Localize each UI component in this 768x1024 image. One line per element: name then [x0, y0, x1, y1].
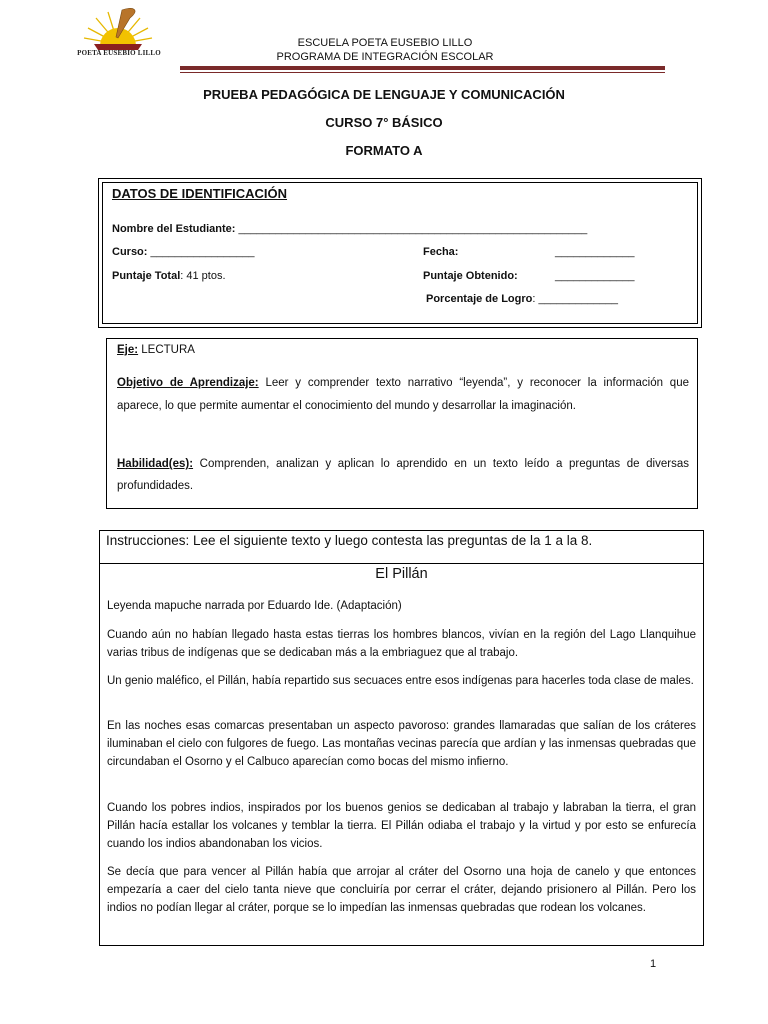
- objective-text: Leer y comprender texto narrativo “leyenda”, y reconocer la información que aparece, lo que permite aumentar el conocimiento del mundo y desarrollar la imaginación.: [117, 377, 689, 412]
- obtained-score-label: Puntaje Obtenido:: [423, 270, 518, 282]
- student-name-line: _________________________________________________________: [238, 223, 588, 235]
- test-title: PRUEBA PEDAGÓGICA DE LENGUAJE Y COMUNICACIÓN: [203, 87, 565, 102]
- format-title: FORMATO A: [345, 143, 423, 158]
- story-paragraph: Cuando aún no habían llegado hasta estas tierras los hombres blancos, vivían en la región del Lago Llanquihue varias tribus de indígenas que se dedicaban más a la embriaguez que al trabajo.: [107, 629, 696, 659]
- logo-text: POETA EUSEBIO LILLO: [77, 49, 161, 57]
- total-score-label: Puntaje Total: [112, 270, 181, 282]
- skill-text: Comprenden, analizan y aplican lo aprendido en un texto leído a preguntas de diversas profundidades.: [117, 458, 689, 492]
- student-name-label: Nombre del Estudiante:: [112, 223, 236, 235]
- student-name-field[interactable]: [112, 223, 587, 235]
- reading-divider: [99, 563, 704, 564]
- total-score: [112, 270, 226, 282]
- identification-heading: DATOS DE IDENTIFICACIÓN: [112, 186, 288, 201]
- story-paragraph: Cuando los pobres indios, inspirados por los buenos genios se dedicaban al trabajo y labraban la tierra, el gran Pillán hacía estallar los volcanes y temblar la tierra. El Pillán odiaba el trabajo y la virtud y por esto se enfurecía cuando los indios abandonaban los vicios.: [107, 802, 696, 850]
- school-header: [190, 36, 580, 64]
- course-label: Curso:: [112, 246, 148, 258]
- date-label: Fecha:: [423, 246, 459, 258]
- skill-paragraph: [117, 453, 689, 497]
- total-score-value: : 41 ptos.: [180, 270, 226, 282]
- eje-line: [117, 339, 689, 362]
- eje-label: Eje:: [117, 344, 139, 356]
- story-paragraph: Leyenda mapuche narrada por Eduardo Ide. (Adaptación): [107, 600, 402, 612]
- school-name: ESCUELA POETA EUSEBIO LILLO: [297, 37, 473, 49]
- obtained-score-line[interactable]: _____________: [555, 270, 635, 282]
- objective-paragraph: [117, 372, 689, 418]
- program-name: PROGRAMA DE INTEGRACIÓN ESCOLAR: [276, 51, 494, 63]
- header-rule: [180, 66, 665, 70]
- course-field[interactable]: [112, 246, 255, 258]
- course-line: _________________: [150, 246, 255, 258]
- eje-value: LECTURA: [138, 344, 195, 356]
- percent-label: Porcentaje de Logro: [426, 293, 533, 305]
- story-paragraph: Un genio maléfico, el Pillán, había repartido sus secuaces entre esos indígenas para hacerles toda clase de males.: [107, 675, 694, 687]
- page-number: 1: [650, 958, 657, 970]
- story-paragraph: Se decía que para vencer al Pillán había que arrojar al cráter del Osorno una hoja de canelo y que entonces empezaría a caer del cielo tanta nieve que concluiría por cerrar el cráter, dejando prisionero al Pillán. Pero los indios no podían llegar al cráter, porque se lo impedían las inmensas quebradas que rodean los volcanes.: [107, 866, 696, 914]
- skill-label: Habilidad(es):: [117, 458, 194, 470]
- story-title: El Pillán: [375, 566, 428, 582]
- course-title: CURSO 7° BÁSICO: [325, 115, 443, 130]
- percent-line: : _____________: [532, 293, 619, 305]
- header-rule-thin: [180, 72, 665, 73]
- instructions: Instrucciones: Lee el siguiente texto y luego contesta las preguntas de la 1 a la 8.: [106, 533, 593, 548]
- sun-quill-icon: [78, 4, 158, 52]
- date-line[interactable]: _____________: [555, 246, 635, 258]
- objective-label: Objetivo de Aprendizaje:: [117, 377, 259, 389]
- percent-field[interactable]: [426, 293, 618, 305]
- story-paragraph: En las noches esas comarcas presentaban un aspecto pavoroso: grandes llamaradas que salían de los cráteres iluminaban el cielo con fulgores de fuego. Las montañas vecinas parecía que ardían y las inmensas quebradas que circundaban el Osorno y el Calbuco aparecían como bocas del mismo infierno.: [107, 720, 696, 768]
